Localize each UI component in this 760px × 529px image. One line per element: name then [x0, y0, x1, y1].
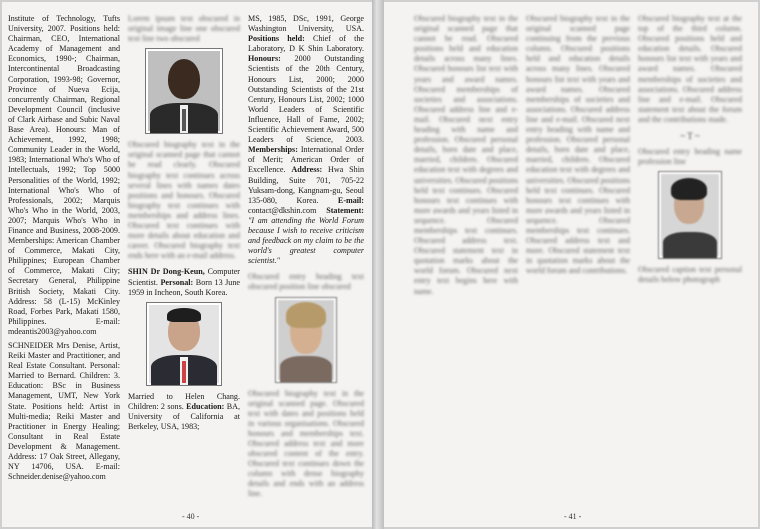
- personal-label: Personal:: [160, 277, 194, 287]
- address-label: Address:: [291, 165, 323, 175]
- portrait-photo-1: [145, 48, 223, 134]
- right-col1-text: Obscured biography text in the original scanned page that cannot be read. Obscured positions held and education details across many lines. Obscured honours list text with years and award names. Obscured memberships of societies and associations. Obscured address line and e-mail. Obscured next entry heading with name and profession. Obscured personal details, born date and place, married, children. Obscured education text with degrees and universities. Obscured positions held text continues. Obscured honours text continues with more awards and years listed in sequence. Obscured memberships text continues. Obscured address text. Obscured statement text in quotation marks about the world forum. Obscured next entry text begins here with name.: [414, 14, 518, 296]
- blurred-entry-text: Obscured biography text in the original scanned page that cannot be read clearly. Obscured biography text continues across several lines with names dates positions and honours. Obscured biography text continues with memberships and address lines. Obscured text continues with more details about education and career. Obscured biography text ends here with an e-mail address.: [128, 140, 240, 261]
- right-col3-text: Obscured biography text at the top of the third column. Obscured positions held and education details. Obscured honours list text with years and award names. Obscured memberships of societies and associations. Obscured address line and e-mail. Obscured statement text about the forum and the contributions made.: [638, 14, 742, 124]
- blurred-heading-text: Lorem ipsum text obscured in original image line one obscured text line two obscured: [128, 14, 240, 44]
- blurred-entry-text-2: Obscured biography text in the original scanned page. Obscured text with dates and positions held in various organisations. Obscured honours and memberships text. Obscured address text and more obscured content of the entry. Obscured text continues down the column with dense biography details and ends with an address line.: [248, 388, 364, 499]
- entry-continuation-text: Institute of Technology, Tufts University, 2007. Positions held: Chairman, CEO, International Academy of Management and Economics, 1990-; Chairman, Intercontinental Broadcasting Corporation, 1993-98; Governor, Province of Nueva Ecija, concurrently Chairman, Regional Development Council (inclusive of Clark Airbase and Subic Naval Base Area). Honours: Man of Achievement, 1992, 1998; Community Leader in the World, 1983; International Who's Who of Intellectuals, 1992; Top 5000 Personalities of the World, 1992; International Who's Who of Professionals, 2002; Marquis Who's Who in the World, 2003, 2007; Marquis Who's Who in Finance and Business, 2008-2009. Memberships: American Chamber of Commerce, Makati City, Philippines; European Chamber of Commerce, Makati City; Secretary General, Philippine British Society, Makati City. Address: 58 (L-15) McKinley Road, Forbes Park, Makati 1580, Philippines. E-mail: mdeantis2003@yahoo.com: [8, 14, 120, 336]
- education-text: BA, University of California at Berkeley, USA, 1983;: [128, 401, 241, 431]
- degrees-text: MS, 1985, DSc, 1991, George Washington University, USA.: [248, 14, 364, 34]
- book-gutter: [372, 0, 384, 529]
- section-letter-mark: ~ T ~: [680, 131, 700, 142]
- portrait-photo-shin: [146, 302, 222, 386]
- entry-shin-body: [248, 14, 364, 266]
- left-page: [2, 2, 372, 527]
- right-col3-caption: Obscured caption text personal details below photograph: [638, 265, 742, 285]
- right-col2-text: Obscured biography text in the original scanned page continuing from the previous column. Obscured positions held and education details across many lines. Obscured honours list text with years and award names. Obscured memberships of societies and associations. Obscured address line and e-mail. Obscured next entry heading with name and profession. Obscured personal details, born date and place, married, children. Obscured education text with degrees and universities. Obscured positions held text continues. Obscured honours text continues with more awards and years listed in sequence. Obscured memberships text continues. Obscured address text and more. Obscured statement text in quotation marks about the world forum and contributions.: [526, 14, 630, 276]
- honours-text: 2000 Outstanding Scientists of the 20th Century, Honours List, 2000; 2000 Outstanding Scientists of the 21st Century, Honours List, 2002; 1000 World Leaders of Scientific Influence, Hall of Fame, 2002; Scientific Achievement Award, 500 Leaders of Science, 2003.: [248, 54, 364, 145]
- page-number-left: - 40 -: [182, 512, 200, 521]
- portrait-photo-4: [658, 171, 722, 259]
- address-text: Hwa Shin Building, Suite 701, 705-22 Yuksam-dong, Kangnam-gu, Seoul 135-080, Korea.: [248, 165, 364, 205]
- memberships-label: Memberships:: [248, 145, 298, 155]
- email-text: contact@dkshin.com: [248, 205, 327, 215]
- page-number-right: - 41 -: [564, 512, 582, 521]
- right-column-2: [526, 14, 630, 278]
- positions-text: Chief of the Laboratory, D K Shin Laboratory.: [248, 34, 364, 54]
- personal-text: Born 13 June 1959 in Incheon, South Korea.: [128, 277, 240, 297]
- email-label: E-mail:: [337, 195, 364, 205]
- left-column-3: [248, 14, 364, 502]
- right-page: [384, 2, 758, 527]
- right-column-1: [414, 14, 518, 299]
- statement-text: "I am attending the World Forum because I wish to receive criticism and feedback on my claim to be the world's greatest computer scientist.": [248, 215, 364, 266]
- portrait-photo-3: [275, 297, 337, 383]
- entry-shin-continued: [128, 392, 240, 432]
- memberships-text: International Order of Merit; American Order of Excellence.: [248, 145, 364, 175]
- right-column-3: [638, 14, 742, 288]
- right-col3-heading: Obscured entry heading name profession line: [638, 147, 742, 167]
- statement-label: Statement:: [326, 205, 364, 215]
- blurred-heading-text-2: Obscured entry heading text obscured position line obscured: [248, 272, 364, 292]
- honours-label: Honours:: [248, 54, 281, 64]
- entry-shin-name: SHIN Dr Dong-Keun,: [128, 267, 205, 277]
- entry-shin-profession: Computer Scientist.: [128, 267, 240, 287]
- left-column-2: [128, 14, 240, 434]
- entry-shin-intro: [128, 267, 240, 297]
- family-text: Married to Helen Chang. Children: 2 sons.: [128, 391, 240, 411]
- left-column-1: [8, 14, 120, 484]
- entry-schneider-text: SCHNEIDER Mrs Denise, Artist, Reiki Master and Practitioner, and Real Estate Consultant. Personal: Married to Bernard. Children: 3. Education: BSc in Business Management, UMT, New York State. Positions held: Artist in Multi-media; Reiki Master and Practitioner in Energy Healing; Consultant in Real Estate Development & Management. Address: 17 Oak Street, Allegany, NY 14706, USA. E-mail: Schneider.denise@yahoo.com: [8, 341, 120, 482]
- positions-label: Positions held:: [248, 34, 305, 44]
- education-label: Education:: [186, 401, 225, 411]
